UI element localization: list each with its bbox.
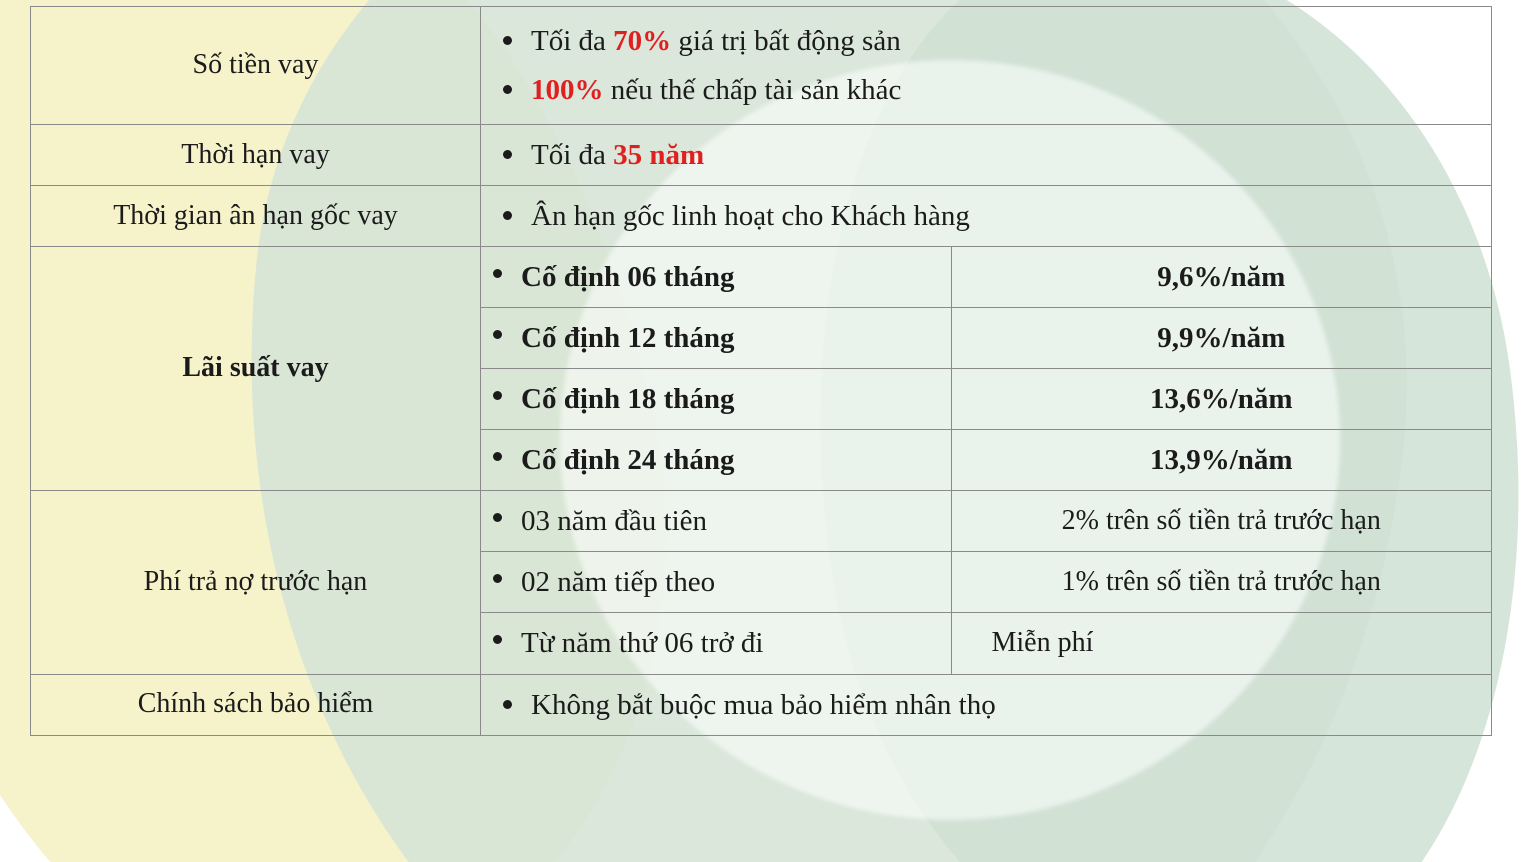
bullet-list (491, 195, 1481, 237)
table-row (31, 247, 1492, 491)
bullet-list (491, 134, 1481, 176)
fee-value: Miễn phí (991, 627, 1094, 659)
row-label-insurance-policy: Chính sách bảo hiểm (31, 674, 481, 735)
table-row (481, 369, 1491, 430)
text-segment: Tối đa (531, 139, 614, 172)
rate-term-cell (481, 308, 951, 369)
rate-value-cell (951, 369, 1491, 430)
fee-period-cell (481, 552, 951, 613)
highlight-value: 70% (613, 25, 672, 57)
table-row (481, 430, 1491, 491)
table-row (481, 247, 1491, 308)
interest-rate-subtable (481, 247, 1491, 490)
row-value-loan-amount (481, 7, 1492, 125)
row-value-grace-period (481, 186, 1492, 247)
fee-period-label: 03 năm đầu tiên (481, 491, 951, 551)
loan-info-table (30, 6, 1492, 736)
text-segment: Tối đa (531, 25, 614, 57)
rate-term-cell (481, 247, 951, 308)
table-row (31, 186, 1492, 247)
rate-value: 13,9%/năm (1149, 444, 1293, 477)
rate-term-label: Cố định 12 tháng (481, 308, 951, 368)
row-label-loan-term: Thời hạn vay (31, 125, 481, 186)
table-row (31, 125, 1492, 186)
row-label-loan-amount: Số tiền vay (31, 7, 481, 125)
rate-term-cell (481, 369, 951, 430)
text-segment: Ân hạn gốc linh hoạt cho Khách hàng (531, 200, 970, 233)
text-segment: giá trị bất động sản (671, 25, 901, 57)
bullet-list (491, 684, 1481, 726)
rate-value-cell (951, 430, 1491, 491)
rate-term-label: Cố định 18 tháng (481, 369, 951, 429)
rate-value-cell (951, 247, 1491, 308)
highlight-value: 100% (531, 74, 604, 107)
rate-value: 9,9%/năm (1157, 322, 1286, 355)
prepayment-fee-subtable (481, 491, 1491, 673)
table-row (31, 674, 1492, 735)
fee-value-cell (951, 613, 1491, 674)
fee-value: 1% trên số tiền trả trước hạn (1061, 566, 1381, 598)
table-row (481, 552, 1491, 613)
rate-value: 13,6%/năm (1149, 383, 1293, 416)
fee-period-label: 02 năm tiếp theo (481, 552, 951, 612)
row-value-insurance-policy (481, 674, 1492, 735)
row-label-interest-rate: Lãi suất vay (31, 247, 481, 491)
rate-term-label: Cố định 24 tháng (481, 430, 951, 490)
rate-value-cell (951, 308, 1491, 369)
text-segment: nếu thế chấp tài sản khác (603, 74, 902, 107)
list-item (491, 69, 1481, 111)
fee-period-cell (481, 613, 951, 674)
row-value-prepayment-fee (481, 491, 1492, 674)
rate-term-label: Cố định 06 tháng (481, 247, 951, 307)
table-row (31, 7, 1492, 125)
row-value-interest-rate (481, 247, 1492, 491)
fee-period-cell (481, 491, 951, 552)
table-row (481, 308, 1491, 369)
fee-value: 2% trên số tiền trả trước hạn (1061, 505, 1381, 537)
rate-term-cell (481, 430, 951, 491)
list-item (491, 20, 1481, 62)
rate-value: 9,6%/năm (1157, 261, 1286, 294)
list-item (491, 134, 1481, 176)
list-item (491, 684, 1481, 726)
fee-value-cell (951, 552, 1491, 613)
table-row (481, 613, 1491, 674)
row-label-grace-period: Thời gian ân hạn gốc vay (31, 186, 481, 247)
highlight-value: 35 năm (613, 139, 705, 172)
fee-period-label: Từ năm thứ 06 trở đi (481, 613, 951, 673)
table-row (31, 491, 1492, 674)
fee-value-cell (951, 491, 1491, 552)
row-value-loan-term (481, 125, 1492, 186)
row-label-prepayment-fee: Phí trả nợ trước hạn (31, 491, 481, 674)
text-segment: Không bắt buộc mua bảo hiểm nhân thọ (531, 688, 996, 721)
table-row (481, 491, 1491, 552)
list-item (491, 195, 1481, 237)
bullet-list (491, 20, 1481, 111)
